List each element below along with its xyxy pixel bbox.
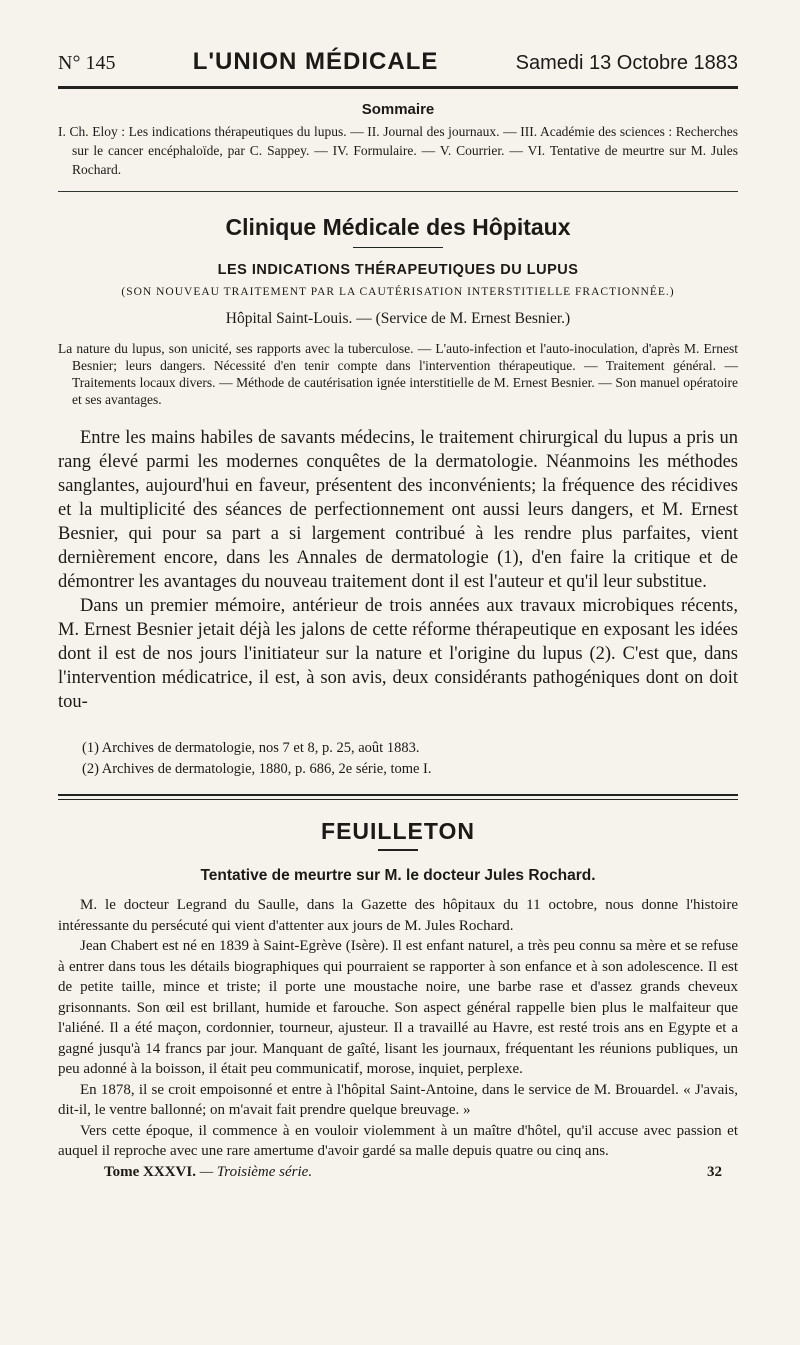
hospital-line: Hôpital Saint-Louis. — (Service de M. Ernest Besnier.) — [225, 310, 571, 327]
feuilleton-body — [58, 895, 738, 1162]
page-number: 32 — [707, 1163, 722, 1180]
feuilleton-paragraph: Jean Chabert est né en 1839 à Saint-Egrève (Isère). Il est enfant naturel, a très peu connu sa mère et se refuse à entrer dans tous les détails biographiques qui pourraient se rapporter à son enfance et à son adolescence. Il est de petite taille, mince et triste; il porte une moustache noire, une barbe rase et d'assez grands cheveux grisonnants. Son œil est brillant, humide et farouche. Son aspect général rappelle bien plus le malfaiteur que l'aliéné. Il a été maçon, cordonnier, tourneur, ajusteur. Il a travaillé au Havre, est resté trois ans en Egypte et a gagné jusqu'à 14 francs par jour. Manquant de gaîté, lisant les journaux, fréquentant les réunions publiques, un peu adonné à la boisson, il était peu communicatif, morose, inquiet, perplexe. — [58, 938, 738, 1077]
sommaire-text: I. Ch. Eloy : Les indications thérapeutiques du lupus. — II. Journal des journaux. — III. Académie des sciences : Recherches sur le cancer encéphaloïde, par C. Sappey. — IV. Formulaire. — V. Courrier. — VI. Tentative de meurtre sur M. Jules Rochard. — [58, 124, 738, 177]
feuilleton-divider — [58, 794, 738, 800]
feuilleton-title: Tentative de meurtre sur M. le docteur Jules Rochard. — [200, 867, 596, 884]
sommaire-heading: Sommaire — [361, 101, 435, 118]
article-paragraph: Dans un premier mémoire, antérieur de trois années aux travaux microbiques récents, M. Ernest Besnier jetait déjà les jalons de cette réforme thérapeutique en exposant les idées dont il est de nos jours l'initiateur sur la nature et l'origine du lupus (2). C'est que, dans l'intervention médicatrice, il est, à son avis, deux considérants pathogéniques dont on doit tou- — [58, 596, 738, 712]
article-abstract: La nature du lupus, son unicité, ses rapports avec la tuberculose. — L'auto-infection et l'auto-inoculation, d'après M. Ernest Besnier; leurs dangers. Nécessité d'en tenir compte dans l'intervention thérapeutique. — Traitement général. — Traitements locaux divers. — Méthode de cautérisation ignée interstitielle de M. Ernest Besnier. — Son manuel opératoire et ses avantages. — [58, 341, 738, 407]
issue-date: Samedi 13 Octobre 1883 — [515, 52, 738, 74]
feuilleton-rule — [378, 849, 418, 851]
footnote: (2) Archives de dermatologie, 1880, p. 686, 2e série, tome I. — [82, 761, 432, 777]
footer-tome: Tome XXXVI. — [104, 1163, 196, 1180]
journal-title: L'UNION MÉDICALE — [192, 48, 439, 75]
footer-serie: — Troisième série. — [199, 1163, 313, 1180]
section-heading-clinique: Clinique Médicale des Hôpitaux — [225, 214, 571, 240]
masthead — [58, 48, 738, 76]
footnote: (1) Archives de dermatologie, nos 7 et 8, p. 25, août 1883. — [82, 740, 420, 756]
article-body — [58, 426, 738, 714]
feuilleton-paragraph: Vers cette époque, il commence à en vouloir violemment à un maître d'hôtel, qu'il accuse avec passion et auquel il reproche avec une rare amertume d'avoir gardé sa malle depuis quatre ou cinq ans. — [58, 1122, 738, 1159]
feuilleton-paragraph: En 1878, il se croit empoisonné et entre à l'hôpital Saint-Antoine, dans le service de M. Brouardel. « J'avais, dit-il, le ventre ballonné; on m'avait fait prendre quelque breuvage. » — [58, 1081, 738, 1118]
masthead-rule — [58, 86, 738, 89]
article-subtitle: (SON NOUVEAU TRAITEMENT PAR LA CAUTÉRISATION INTERSTITIELLE FRACTIONNÉE.) — [121, 286, 675, 298]
article-paragraph: Entre les mains habiles de savants médecins, le traitement chirurgical du lupus a pris un rang élevé parmi les modernes conquêtes de la dermatologie. Néanmoins les méthodes sanglantes, aujourd'hui en faveur, présentent des inconvénients; la fréquence des récidives et la multiplicité des séances de perfectionnement ont aussi leurs dangers, et M. Ernest Besnier, qui pour sa part a si largement contribué à les rendre plus parfaites, vient dernièrement encore, dans les Annales de dermatologie (1), d'en faire la critique et de démontrer les avantages du nouveau traitement dont il est l'auteur et qu'il leur substitue. — [58, 428, 738, 592]
section-rule — [353, 247, 443, 248]
feuilleton-paragraph: M. le docteur Legrand du Saulle, dans la Gazette des hôpitaux du 11 octobre, nous donne l'histoire intéressante du persécuté qui vient d'attenter aux jours de M. Jules Rochard. — [58, 897, 738, 934]
feuilleton-heading: FEUILLETON — [321, 818, 475, 844]
page-footer — [58, 1164, 738, 1181]
sommaire-rule — [58, 191, 738, 192]
article-title: LES INDICATIONS THÉRAPEUTIQUES DU LUPUS — [217, 262, 579, 278]
footer-volume — [104, 1164, 312, 1181]
footnotes — [82, 738, 738, 780]
issue-number: N° 145 — [58, 52, 116, 74]
